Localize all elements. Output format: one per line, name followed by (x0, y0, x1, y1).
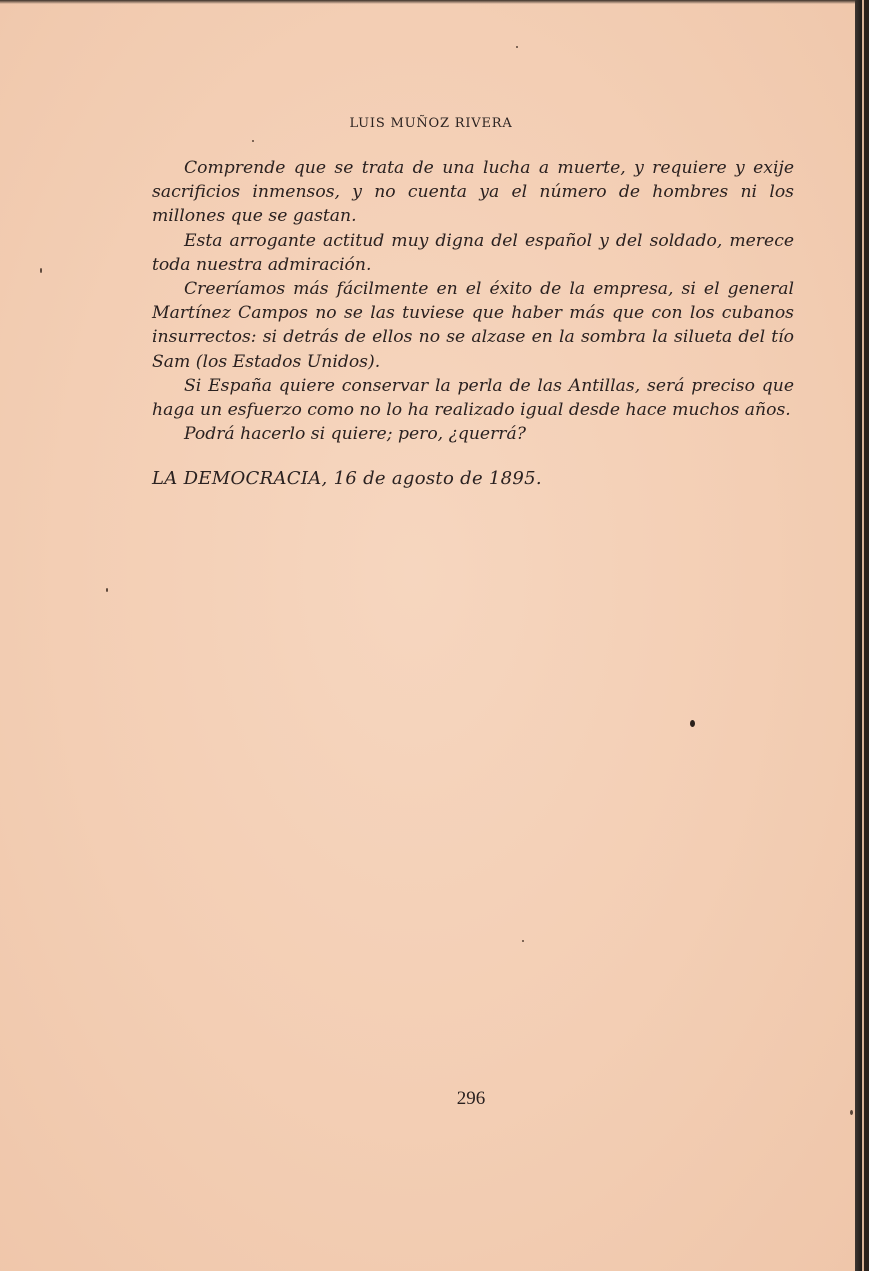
running-head: LUIS MUÑOZ RIVERA (349, 116, 513, 131)
paragraph: Podrá hacerlo si quiere; pero, ¿querrá? (184, 424, 526, 445)
paper-speck (252, 140, 254, 142)
page-number: 296 (456, 1088, 486, 1109)
dateline: LA DEMOCRACIA, 16 de agosto de 1895. (152, 468, 542, 489)
paper-speck (40, 268, 42, 273)
paper-speck (522, 940, 524, 942)
page-right-edge (855, 0, 862, 1271)
body-text (152, 156, 794, 446)
paragraph: Creeríamos más fácilmente en el éxito de la empresa, si el general Martínez Campos no se las tuviese que haber más que con los cubanos insurrectos: si detrás de ellos no se alzase en la sombra la silueta del tío Sam (los Estados Unidos). (152, 279, 794, 372)
paper-speck (516, 46, 518, 48)
paragraph: Comprende que se trata de una lucha a muerte, y requiere y exije sacrificios inmensos, y no cuenta ya el número de hombres ni los millones que se gastan. (152, 158, 794, 227)
paper-speck (106, 588, 108, 592)
page-top-edge (0, 0, 862, 4)
paper-speck (850, 1110, 853, 1115)
paper-speck (690, 720, 695, 727)
paragraph: Si España quiere conservar la perla de las Antillas, será preciso que haga un esfuerzo como no lo ha realizado igual desde hace muchos años. (152, 375, 794, 421)
paragraph: Esta arrogante actitud muy digna del español y del soldado, merece toda nuestra admiración. (152, 230, 794, 275)
